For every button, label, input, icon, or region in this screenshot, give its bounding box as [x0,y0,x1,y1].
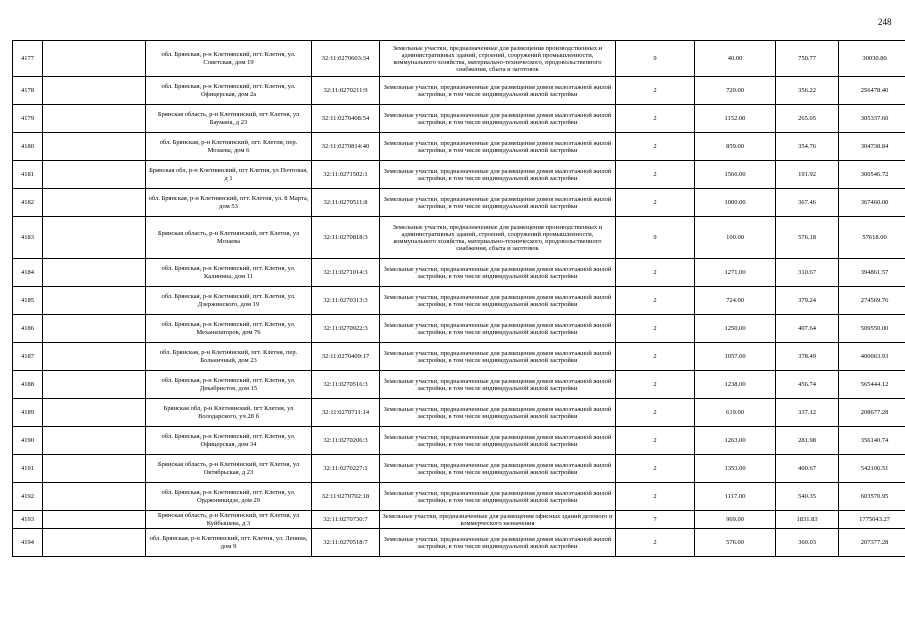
table-row [13,399,905,427]
empty-cell [43,529,146,557]
cadastral-number-cell: 32:11:0270814:40 [312,133,380,161]
address-cell: обл. Брянская, р-н Клетнянский, пгт. Клетня, ул. Дзержинского, дом 19 [146,287,312,315]
address-cell: обл. Брянская, р-н Клетнянский, пгт. Клетня, ул. Калинина, дом 11 [146,259,312,287]
empty-cell [43,189,146,217]
empty-cell [43,483,146,511]
area-cell: 1117.00 [695,483,776,511]
address-cell: обл. Брянская, р-н Клетнянский, пгт. Клетня, пер. Больничный, дом 23 [146,343,312,371]
row-number: 4187 [13,343,43,371]
specific-value-cell: 379.24 [776,287,839,315]
table-row [13,287,905,315]
address-cell: обл. Брянская, р-н Клетнянский, пгт. Клетня, ул. Ленина, дом 9 [146,529,312,557]
specific-value-cell: 378.49 [776,343,839,371]
table-row [13,77,905,105]
group-code-cell: 2 [616,427,695,455]
address-cell: Брянская обл, р-н Клетнянский, пгт Клетня, ул Володарского, уч.28 б [146,399,312,427]
area-cell: 40.00 [695,41,776,77]
area-cell: 859.00 [695,133,776,161]
group-code-cell: 2 [616,133,695,161]
cadastral-number-cell: 32:11:0270408:54 [312,105,380,133]
cadastral-number-cell: 32:11:0270922:3 [312,315,380,343]
land-use-cell: Земельные участки, предназначенные для размещения домов малоэтажной жилой застройки, в том числе индивидуальной жилой застройки [380,259,616,287]
cadastral-value-cell: 304738.84 [839,133,905,161]
empty-cell [43,343,146,371]
table-row [13,483,905,511]
cadastral-value-cell: 394861.57 [839,259,905,287]
land-use-cell: Земельные участки, предназначенные для размещения домов малоэтажной жилой застройки, в том числе индивидуальной жилой застройки [380,161,616,189]
area-cell: 100.00 [695,217,776,259]
empty-cell [43,77,146,105]
group-code-cell: 2 [616,189,695,217]
cadastral-value-cell: 57618.00 [839,217,905,259]
specific-value-cell: 265.05 [776,105,839,133]
land-use-cell: Земельные участки, предназначенные для размещения домов малоэтажной жилой застройки, в том числе индивидуальной жилой застройки [380,77,616,105]
land-use-cell: Земельные участки, предназначенные для размещения домов малоэтажной жилой застройки, в том числе индивидуальной жилой застройки [380,343,616,371]
table-row [13,529,905,557]
empty-cell [43,259,146,287]
cadastral-number-cell: 32:11:0270409:17 [312,343,380,371]
address-cell: обл. Брянская, р-н Клетнянский, пгт. Клетня, ул. Механизаторов, дом 76 [146,315,312,343]
empty-cell [43,105,146,133]
specific-value-cell: 750.77 [776,41,839,77]
cadastral-number-cell: 32:11:0270702:18 [312,483,380,511]
table-row [13,133,905,161]
table-row [13,259,905,287]
cadastral-value-cell: 30030.80 [839,41,905,77]
land-use-cell: Земельные участки, предназначенные для размещения домов малоэтажной жилой застройки, в том числе индивидуальной жилой застройки [380,287,616,315]
specific-value-cell: 191.92 [776,161,839,189]
cadastral-number-cell: 32:11:0270518:7 [312,529,380,557]
group-code-cell: 2 [616,161,695,189]
row-number: 4177 [13,41,43,77]
address-cell: обл. Брянская, р-н Клетнянский, пгт. Клетня, пер. Мозаева, дом 6 [146,133,312,161]
address-cell: Брянская обл, р-н Клетнянский, пгт Клетня, ул Почтовая, д 1 [146,161,312,189]
cadastral-value-cell: 509550.00 [839,315,905,343]
cadastral-number-cell: 32:11:0270711:14 [312,399,380,427]
group-code-cell: 2 [616,529,695,557]
land-use-cell: Земельные участки, предназначенные для размещения производственных и административных зданий, строений, сооружений промышленности, коммунального хозяйства, материально-технического, продовольственного снабжения, сбыта и заготовок [380,217,616,259]
address-cell: обл. Брянская, р-н Клетнянский, пгт. Клетня, ул. Офицерская, дом 34 [146,427,312,455]
specific-value-cell: 576.18 [776,217,839,259]
area-cell: 1057.00 [695,343,776,371]
cadastral-number-cell: 32:11:0270516:3 [312,371,380,399]
cadastral-value-cell: 1775043.27 [839,511,905,529]
row-number: 4178 [13,77,43,105]
area-cell: 1152.00 [695,105,776,133]
specific-value-cell: 367.46 [776,189,839,217]
land-use-cell: Земельные участки, предназначенные для размещения домов малоэтажной жилой застройки, в том числе индивидуальной жилой застройки [380,529,616,557]
cadastral-value-cell: 207377.28 [839,529,905,557]
land-use-cell: Земельные участки, предназначенные для размещения домов малоэтажной жилой застройки, в том числе индивидуальной жилой застройки [380,133,616,161]
area-cell: 1271.00 [695,259,776,287]
table-row [13,427,905,455]
cadastral-number-cell: 32:11:0270730:7 [312,511,380,529]
group-code-cell: 9 [616,217,695,259]
specific-value-cell: 360.03 [776,529,839,557]
cadastral-value-cell: 274569.76 [839,287,905,315]
land-use-cell: Земельные участки, предназначенные для размещения производственных и административных зданий, строений, сооружений промышленности, коммунального хозяйства, материально-технического, продовольственного снабжения, сбыта и заготовок [380,41,616,77]
row-number: 4188 [13,371,43,399]
empty-cell [43,217,146,259]
address-cell: обл. Брянская, р-н Клетнянский, пгт. Клетня, ул. Советская, дом 19 [146,41,312,77]
area-cell: 576.00 [695,529,776,557]
cadastral-value-cell: 603570.95 [839,483,905,511]
address-cell: обл. Брянская, р-н Клетнянский, пгт. Клетня, ул. 8 Марта, дом 53 [146,189,312,217]
group-code-cell: 2 [616,259,695,287]
table-row [13,105,905,133]
specific-value-cell: 407.64 [776,315,839,343]
cadastral-value-cell: 208677.28 [839,399,905,427]
empty-cell [43,399,146,427]
cadastral-value-cell: 305337.60 [839,105,905,133]
cadastral-number-cell: 32:11:0270603:34 [312,41,380,77]
area-cell: 1566.00 [695,161,776,189]
specific-value-cell: 400.67 [776,455,839,483]
row-number: 4191 [13,455,43,483]
row-number: 4179 [13,105,43,133]
area-cell: 1000.00 [695,189,776,217]
group-code-cell: 7 [616,511,695,529]
cadastral-number-cell: 32:11:0270206:3 [312,427,380,455]
empty-cell [43,455,146,483]
group-code-cell: 2 [616,483,695,511]
land-use-cell: Земельные участки, предназначенные для размещения домов малоэтажной жилой застройки, в том числе индивидуальной жилой застройки [380,455,616,483]
cadastral-number-cell: 32:11:0271502:1 [312,161,380,189]
row-number: 4182 [13,189,43,217]
empty-cell [43,41,146,77]
table-row [13,217,905,259]
land-use-cell: Земельные участки, предназначенные для размещения домов малоэтажной жилой застройки, в том числе индивидуальной жилой застройки [380,315,616,343]
land-use-cell: Земельные участки, предназначенные для размещения домов малоэтажной жилой застройки, в том числе индивидуальной жилой застройки [380,483,616,511]
land-use-cell: Земельные участки, предназначенные для размещения офисных зданий делового и коммерческого назначения [380,511,616,529]
row-number: 4181 [13,161,43,189]
row-number: 4189 [13,399,43,427]
table-row [13,189,905,217]
area-cell: 1353.00 [695,455,776,483]
cadastral-value-cell: 300546.72 [839,161,905,189]
empty-cell [43,161,146,189]
row-number: 4186 [13,315,43,343]
land-use-cell: Земельные участки, предназначенные для размещения домов малоэтажной жилой застройки, в том числе индивидуальной жилой застройки [380,427,616,455]
area-cell: 1238.00 [695,371,776,399]
cadastral-value-table [12,40,905,557]
row-number: 4184 [13,259,43,287]
table-row [13,161,905,189]
page-number: 248 [878,17,892,27]
empty-cell [43,427,146,455]
group-code-cell: 2 [616,343,695,371]
land-use-cell: Земельные участки, предназначенные для размещения домов малоэтажной жилой застройки, в том числе индивидуальной жилой застройки [380,189,616,217]
table-row [13,315,905,343]
cadastral-value-cell: 256478.40 [839,77,905,105]
row-number: 4192 [13,483,43,511]
group-code-cell: 2 [616,287,695,315]
cadastral-number-cell: 32:11:0270818:3 [312,217,380,259]
table-row [13,343,905,371]
group-code-cell: 2 [616,77,695,105]
cadastral-number-cell: 32:11:0270313:3 [312,287,380,315]
address-cell: Брянская область, р-н Клетнянский, пгт Клетня, ул Баумана, д 23 [146,105,312,133]
cadastral-value-cell: 356140.74 [839,427,905,455]
address-cell: Брянская область, р-н Клетнянский, пгт Клетня, ул Куйбышева, д 3 [146,511,312,529]
empty-cell [43,287,146,315]
group-code-cell: 2 [616,105,695,133]
group-code-cell: 2 [616,455,695,483]
land-use-cell: Земельные участки, предназначенные для размещения домов малоэтажной жилой застройки, в том числе индивидуальной жилой застройки [380,105,616,133]
cadastral-number-cell: 32:11:0270511:8 [312,189,380,217]
cadastral-value-cell: 367460.00 [839,189,905,217]
land-use-cell: Земельные участки, предназначенные для размещения домов малоэтажной жилой застройки, в том числе индивидуальной жилой застройки [380,371,616,399]
cadastral-number-cell: 32:11:0270227:1 [312,455,380,483]
group-code-cell: 2 [616,371,695,399]
row-number: 4194 [13,529,43,557]
empty-cell [43,371,146,399]
area-cell: 619.00 [695,399,776,427]
table-row [13,511,905,529]
area-cell: 720.00 [695,77,776,105]
row-number: 4193 [13,511,43,529]
address-cell: Брянская область, р-н Клетнянский, пгт Клетня, ул Мозаева [146,217,312,259]
specific-value-cell: 337.12 [776,399,839,427]
land-use-cell: Земельные участки, предназначенные для размещения домов малоэтажной жилой застройки, в том числе индивидуальной жилой застройки [380,399,616,427]
group-code-cell: 2 [616,399,695,427]
empty-cell [43,511,146,529]
group-code-cell: 2 [616,315,695,343]
specific-value-cell: 1831.83 [776,511,839,529]
address-cell: обл. Брянская, р-н Клетнянский, пгт. Клетня, ул. Орджоникидзе, дом 29 [146,483,312,511]
specific-value-cell: 354.76 [776,133,839,161]
specific-value-cell: 281.98 [776,427,839,455]
table-row [13,41,905,77]
group-code-cell: 9 [616,41,695,77]
row-number: 4180 [13,133,43,161]
cadastral-value-cell: 565444.12 [839,371,905,399]
cadastral-value-cell: 542106.51 [839,455,905,483]
empty-cell [43,315,146,343]
row-number: 4185 [13,287,43,315]
area-cell: 724.00 [695,287,776,315]
row-number: 4183 [13,217,43,259]
specific-value-cell: 310.67 [776,259,839,287]
specific-value-cell: 540.35 [776,483,839,511]
table-row [13,455,905,483]
specific-value-cell: 456.74 [776,371,839,399]
row-number: 4190 [13,427,43,455]
address-cell: Брянская область, р-н Клетнянский, пгт Клетня, ул Октябрьская, д 23 [146,455,312,483]
area-cell: 1263.00 [695,427,776,455]
cadastral-value-cell: 400063.93 [839,343,905,371]
area-cell: 969.00 [695,511,776,529]
address-cell: обл. Брянская, р-н Клетнянский, пгт. Клетня, ул. Офицерская, дом 2а [146,77,312,105]
empty-cell [43,133,146,161]
area-cell: 1250.00 [695,315,776,343]
address-cell: обл. Брянская, р-н Клетнянский, пгт. Клетня, ул. Декабристов, дом 15 [146,371,312,399]
cadastral-number-cell: 32:11:0271014:3 [312,259,380,287]
specific-value-cell: 356.22 [776,77,839,105]
table-row [13,371,905,399]
cadastral-number-cell: 32:11:0270211:9 [312,77,380,105]
